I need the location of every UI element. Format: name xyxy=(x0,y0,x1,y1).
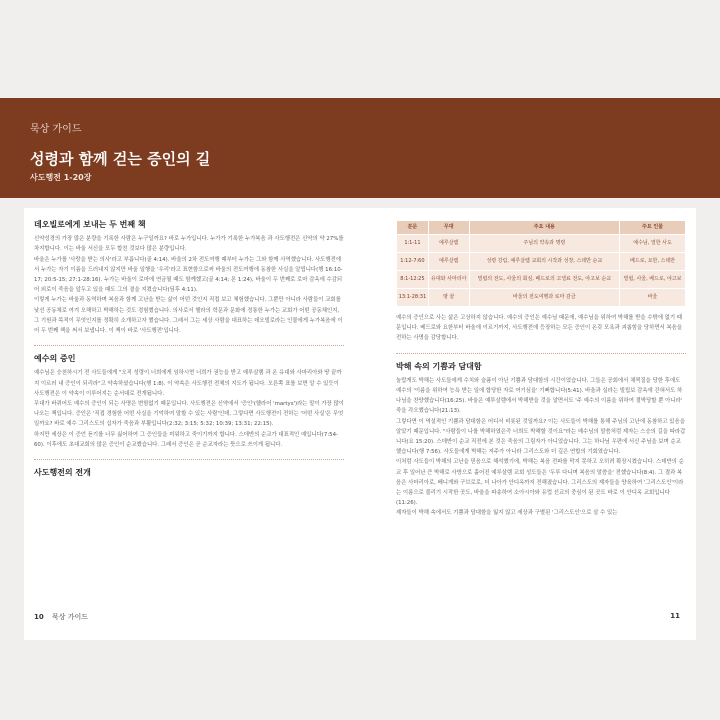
right-page xyxy=(360,208,696,640)
section-heading: 사도행전의 전개 xyxy=(34,468,91,478)
table-cell: 빌립의 전도, 사울의 회심, 베드로의 고넬료 전도, 야고보 순교 xyxy=(469,271,619,289)
acts-structure-table xyxy=(396,220,686,307)
table-cell: 빌립, 사울, 베드로, 야고보 xyxy=(620,271,686,289)
page-number: 11 xyxy=(670,612,680,620)
table-cell: 유대와 사마리아 xyxy=(428,271,469,289)
guide-label: 묵상 가이드 xyxy=(30,124,82,135)
page-footer xyxy=(670,612,686,620)
table-row xyxy=(397,235,686,253)
column-header: 주요 내용 xyxy=(469,221,619,235)
table-cell: 13:1-28:31 xyxy=(397,289,429,307)
table-cell: 예수님, 열한 사도 xyxy=(620,235,686,253)
column-header: 무대 xyxy=(428,221,469,235)
paragraph: 무대가 바뀌어도 예수의 증인이 되는 사명은 변함없기 때문입니다. 사도행전은 신약에서 '증인'(헬라어 'martys')라는 말이 가장 많이 나오는 책입니다. 증인은 '직접 경험한 어떤 사실을 기억하여 말할 수 있는 사람'인데, 그렇다면 사도행전이 전하는 '어떤 사실'은 무엇일까요? 바로 예수 그리스도의 십자가 죽음과 부활입니다(2:32; 3:15; 5:32; 10:39; 13:31; 22:15). xyxy=(34,401,344,428)
paragraph: 하지만 세상은 이 증언 듣기를 너무 싫어하여 그 증인들을 미워하고 죽이기까지 합니다. 스데반의 순교가 대표적인 예입니다(7:54-60). 이후에도 초대교회의 많은 증인이 순교했습니다. 그래서 증인은 곧 순교자라는 뜻으로 쓰이게 됩니다. xyxy=(34,431,338,448)
table-cell: 바울의 전도여행과 로마 감금 xyxy=(469,289,619,307)
table-row xyxy=(397,289,686,307)
table-cell: 바울 xyxy=(620,289,686,307)
dotted-divider xyxy=(396,350,686,354)
footer-label: 묵상 가이드 xyxy=(51,613,89,621)
table-cell: 예루살렘 xyxy=(428,235,469,253)
paragraph: 그렇다면 이 역설적인 기쁨과 담대함은 어디서 비롯된 것일까요? 이는 사도들이 박해를 통해 주님의 고난에 동참하고 있음을 알았기 때문입니다. "사람들이 나를 박해하였은즉 너희도 박해할 것이요"라는 예수님의 말씀처럼 제자는 스승의 길을 따라갑니다(요 15:20). 스데반이 순교 직전에 본 것은 죽음의 그림자가 아니었습니다. 그는 하나님 우편에 서신 주님을 보며 순교했습니다(행 7:56). 사도들에게 박해는 저주가 아니라 그리스도와 더 깊은 연합의 기회였습니다. xyxy=(396,418,686,456)
table-cell: 베드로, 요한, 스데반 xyxy=(620,253,686,271)
paragraph: 바울은 누가를 '사랑을 받는 의사'라고 부릅니다(골 4:14). 바울의 2차 전도여행 때부터 누가는 그와 함께 사역했습니다. 사도행전에서 누가는 자기 이름을 드러내지 않지만 바울 일행을 '우리'라고 표현함으로써 바울의 전도여행에 동참한 사실을 알립니다(행 16:10-17; 20:5-15; 27:1-28:16). 누가는 바울이 로마에 연금될 때도 함께했고(골 4:14; 몬 1:24), 바울이 두 번째로 로마 감옥에 수감되어 외로이 죽음을 앞두고 있을 때도 그의 곁을 지켰습니다(딤후 4:11). xyxy=(34,256,343,294)
paragraph: 이렇게 누가는 바울과 동역하며 복음과 함께 고난을 받는 삶이 어떤 것인지 직접 보고 체험했습니다. 그뿐만 아니라 사람들이 교회를 낮선 공동체로 여겨 오해하고 박해하는 것도 경험했습니다. 의사로서 헬라의 학문과 문화에 정통한 누가는 교회가 어떤 공동체인지, 그 기원과 목적이 무엇인지를 정확히 소개하고자 했습니다. 그래서 그는 세상 사람을 대표하는 데오빌로라는 인물에게 누가복음에 이어 두 번째 책을 써서 보냅니다. 이 책이 바로 '사도행전'입니다. xyxy=(34,297,343,335)
table-cell: 땅 끝 xyxy=(428,289,469,307)
chapter-header-band xyxy=(0,98,720,198)
column-header: 분문 xyxy=(397,221,429,235)
section-heading: 박해 속의 기쁨과 담대함 xyxy=(396,361,482,371)
paragraph: 이처럼 사도들이 박해의 고난을 믿음으로 해석했기에, 박해는 복음 전파를 막지 못하고 오히려 확장시켰습니다. 스데반의 순교 후 일어난 큰 박해로 사방으로 흩어진 예루살렘 교회 성도들은 '두루 다니며 복음의 말씀을' 전했습니다(8:4). 그 결과 복음은 사마리아로, 베니게와 구브로로, 더 나아가 안디옥까지 전해졌습니다. 그리스도의 제자들을 양육하여 '그리스도인'이라는 이름으로 불리기 시작한 곳도, 바울을 파송하여 소아시아와 유럽 선교의 중심이 된 곳도 바로 이 안디옥 교회입니다(11:26). xyxy=(396,459,684,507)
paragraph: 제자들이 박해 속에서도 기쁨과 담대함을 잃지 않고 세상과 구별된 '그리스도인'으로 살 수 있는 xyxy=(396,510,618,517)
page-number: 10 xyxy=(34,613,44,621)
table-row xyxy=(397,253,686,271)
right-column xyxy=(396,216,686,519)
paragraph: 놀랍게도 박해는 사도들에게 수치와 슬픔이 아닌 기쁨과 담대함의 시간이었습니다. 그들은 공회에서 채찍질을 당한 후에도 예수의 '이름을 위하여 능욕 받는 일에 합당한 자로 여기심을' 기뻐합니다(5:41). 바울과 실라는 빌립보 감옥에 갇혀서도 하나님을 찬양했습니다(16:25). 바울은 예루살렘에서 박해받을 것을 알면서도 '주 예수의 이름을 위하여 결박당할 뿐 아니라' 죽을 각오했습니다(21:13). xyxy=(396,377,683,415)
left-page xyxy=(24,208,360,640)
dotted-divider xyxy=(34,342,344,346)
table-row xyxy=(397,271,686,289)
table-cell: 주님의 약속과 명령 xyxy=(469,235,619,253)
table-cell: 1:1-11 xyxy=(397,235,429,253)
table-header-row xyxy=(397,221,686,235)
dotted-divider xyxy=(34,456,344,460)
table-cell: 1:12-7:60 xyxy=(397,253,429,271)
table-cell: 성령 강림, 예루살렘 교회의 시작과 성장, 스데반 순교 xyxy=(469,253,619,271)
column-header: 주요 인물 xyxy=(620,221,686,235)
table-cell: 예루살렘 xyxy=(428,253,469,271)
section-heading: 예수의 증인 xyxy=(34,354,76,364)
paragraph: 예수의 증인으로 사는 삶은 고상하지 않습니다. 예수의 증인은 예수님 때문에, 예수님을 위하여 박해를 받을 수밖에 없기 때문입니다. 베드로와 요한부터 바울에 이르기까지, 사도행전에 등장하는 모든 증인이 온갖 모욕과 괴롭힘을 당하면서 복음을 전하는 사명을 감당합니다. xyxy=(396,315,683,342)
paragraph: 예수님은 승천하시기 전 사도들에게 "오직 성령이 너희에게 임하시면 너희가 권능을 받고 예루살렘 과 온 유대와 사마리아와 땅 끝까지 이르러 내 증인이 되리라"고 약속하셨습니다(행 1:8). 이 약속은 사도행전 전체의 지도가 됩니다. 오른쪽 표를 보면 알 수 있듯이 사도행전은 이 약속이 이루어지는 순서대로 전개됩니다. xyxy=(34,370,342,397)
left-column xyxy=(34,216,344,482)
chapter-subtitle: 사도행전 1-20장 xyxy=(30,173,92,182)
section-heading: 데오빌로에게 보내는 두 번째 책 xyxy=(34,220,146,229)
page-footer xyxy=(34,612,88,622)
paragraph: 신약성경의 가장 많은 분량을 기록한 사람은 누구일까요? 바로 누가입니다. 누가가 기록한 누가복음 과 사도행전은 신약의 약 27%를 차지합니다. 이는 바울 서신을 모두 합친 것보다 많은 분량입니다. xyxy=(34,236,344,253)
chapter-title: 성령과 함께 걷는 증인의 길 xyxy=(30,150,211,168)
table-cell: 8:1-12:25 xyxy=(397,271,429,289)
